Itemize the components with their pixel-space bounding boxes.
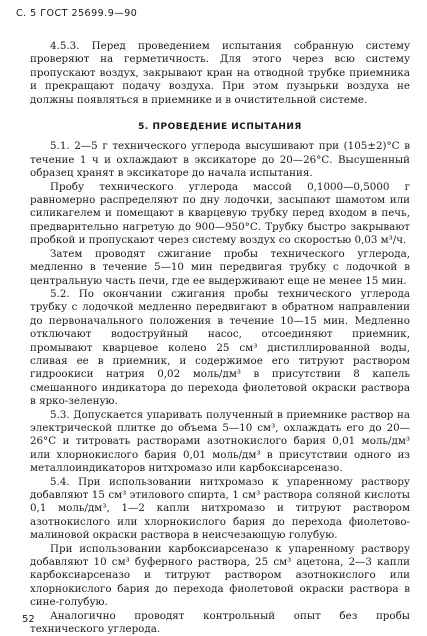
- paragraph-5-1: 5.1. 2—5 г технического углерода высушивают при (105±2)°С в течение 1 ч и охлаждают в эксикаторе до 20—26°С. Высушенный образец хранят в эксикаторе до начала испытания.: [30, 140, 410, 180]
- paragraph-carboxyarsenazo: При использовании карбоксиарсеназо к упаренному раствору добавляют 10 см³ буферного раствора, 25 см³ ацетона, 2—3 капли карбоксиарсеназо и титруют раствором азотнокислого или хлорнокислого бария до перехода фиолетовой окраски раствора в сине-голубую.: [30, 542, 410, 609]
- page-header: С. 5 ГОСТ 25699.9—90: [16, 8, 138, 19]
- paragraph-sample-prep: Пробу технического углерода массой 0,1000—0,5000 г равномерно распределяют по дну лодочки, засыпают шамотом или силикагелем и помещают в кварцевую трубку перед входом в печь, предварительно нагретую до 900—950°С. Трубку быстро закрывают пробкой и пропускают через систему воздух со скоростью 0,03 м³/ч.: [30, 180, 410, 247]
- paragraph-5-2: 5.2. По окончании сжигания пробы технического углерода трубку с лодочкой медленно передвигают в обратном направлении до первоначального положения в течение 10—15 мин. Медленно отключают водоструйный насос, отсоединяют приемник, промывают кварцевое колено 25 см³ дистиллированной воды, сливая ее в приемник, и содержимое его титруют раствором гидроокиси натрия 0,02 моль/дм³ в присутствии 8 капель смешанного индикатора до перехода фиолетовой окраски раствора в ярко-зеленую.: [30, 287, 410, 408]
- paragraph-control-test: Аналогично проводят контрольный опыт без пробы технического углерода.: [30, 609, 410, 636]
- paragraph-combustion: Затем проводят сжигание пробы технического углерода, медленно в течение 5—10 мин передвигая трубку с лодочкой в центральную часть печи, где ее выдерживают еще не менее 15 мин.: [30, 247, 410, 287]
- document-body: [30, 40, 410, 636]
- page-number: 52: [22, 614, 35, 625]
- paragraph-5-4: 5.4. При использовании нитхромазо к упаренному раствору добавляют 15 см³ этилового спирта, 1 см³ раствора соляной кислоты 0,1 моль/дм³, 1—2 капли нитхромазо и титруют раствором азотнокислого или хлорнокислого бария до перехода фиолетово-малиновой окраски раствора в неисчезающую голубую.: [30, 475, 410, 542]
- paragraph-5-3: 5.3. Допускается упаривать полученный в приемнике раствор на электрической плитке до объема 5—10 см³, охлаждать его до 20—26°С и титровать растворами азотнокислого бария 0,01 моль/дм³ или хлорнокислого бария 0,01 моль/дм³ в присутствии одного из металлоиндикаторов нитхромазо или карбоксиарсеназо.: [30, 408, 410, 475]
- section-title: 5. ПРОВЕДЕНИЕ ИСПЫТАНИЯ: [138, 122, 302, 133]
- paragraph-4-5-3: 4.5.3. Перед проведением испытания собранную систему проверяют на герметичность. Для этого через всю систему пропускают воздух, закрывают кран на отводной трубке приемника и прекращают подачу воздуха. При этом пузырьки воздуха не должны появляться в приемнике и в очистительной системе.: [30, 40, 410, 106]
